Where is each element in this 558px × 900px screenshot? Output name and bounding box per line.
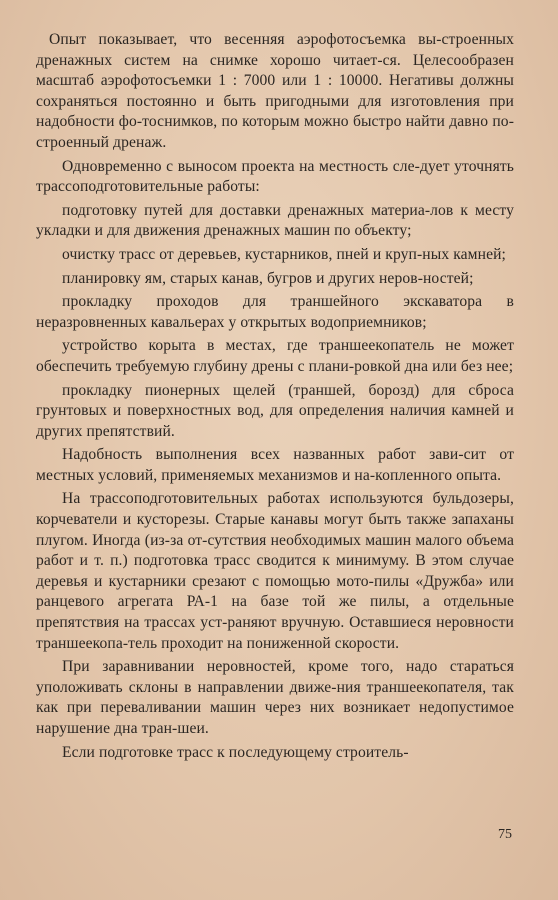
paragraph-aerial-survey: Опыт показывает, что весенняя аэрофотосъемка вы-строенных дренажных систем на снимке хорошо читает-ся. Целесообразен масштаб аэрофотосъемки 1 : 7000 или 1 : 10000. Негативы должны сохраняться постоянно и быть пригодными для изготовления при надобности фо-тоснимков, по которым можно быстро найти давно по-строенный дренаж.: [36, 31, 514, 151]
paragraph-necessity: Надобность выполнения всех названных работ зави-сит от местных условий, применяемых механизмов и на-копленного опыта.: [36, 446, 514, 484]
paragraph-machinery: На трассоподготовительных работах используются бульдозеры, корчеватели и кусторезы. Старые канавы могут быть также запаханы плугом. Иногда (из-за от-сутствия необходимых машин малого объема работ и т. п.) подготовка трасс сводится к минимуму. В этом случае деревья и кустарники срезают с помощью мото-пилы «Дружба» или ранцевого агрегата РА-1 на базе той же пилы, а отдельные препятствия на трассах уст-раняют вручную. Оставшиеся неровности траншеекопа-тель проходит на пониженной скорости.: [36, 490, 514, 652]
paragraph-slopes: При заравнивании неровностей, кроме того, надо стараться уположивать склоны в направлении движе-ния траншеекопателя, так как при переваливании машин через них возникает недопустимое нарушение дна тран-шеи.: [36, 658, 514, 737]
list-item-excavator-passages: прокладку проходов для траншейного экскаватора в неразровненных кавальерах у открытых водоприемников;: [36, 293, 514, 331]
list-item-leveling: планировку ям, старых канав, бугров и других неров-ностей;: [62, 269, 474, 287]
paragraph-continued: Если подготовке трасс к последующему строитель-: [62, 743, 409, 761]
list-item-trough: устройство корыта в местах, где траншеекопатель не может обеспечить требуемую глубину дрены с плани-ровкой дна или без нее;: [36, 337, 514, 375]
list-item-pilot-slots: прокладку пионерных щелей (траншей, борозд) для сброса грунтовых и поверхностных вод, для определения наличия камней и других препятствий.: [36, 381, 514, 440]
page-text: [36, 30, 514, 830]
paragraph-preparatory-works-intro: Одновременно с выносом проекта на местность сле-дует уточнять трассоподготовительные работы:: [36, 157, 514, 196]
list-item-route-clearing: очистку трасс от деревьев, кустарников, пней и круп-ных камней;: [62, 245, 506, 263]
list-item-access-roads: подготовку путей для доставки дренажных материа-лов к месту укладки и для движения дренажных машин по объекту;: [36, 201, 514, 240]
page-number: 75: [498, 827, 512, 842]
